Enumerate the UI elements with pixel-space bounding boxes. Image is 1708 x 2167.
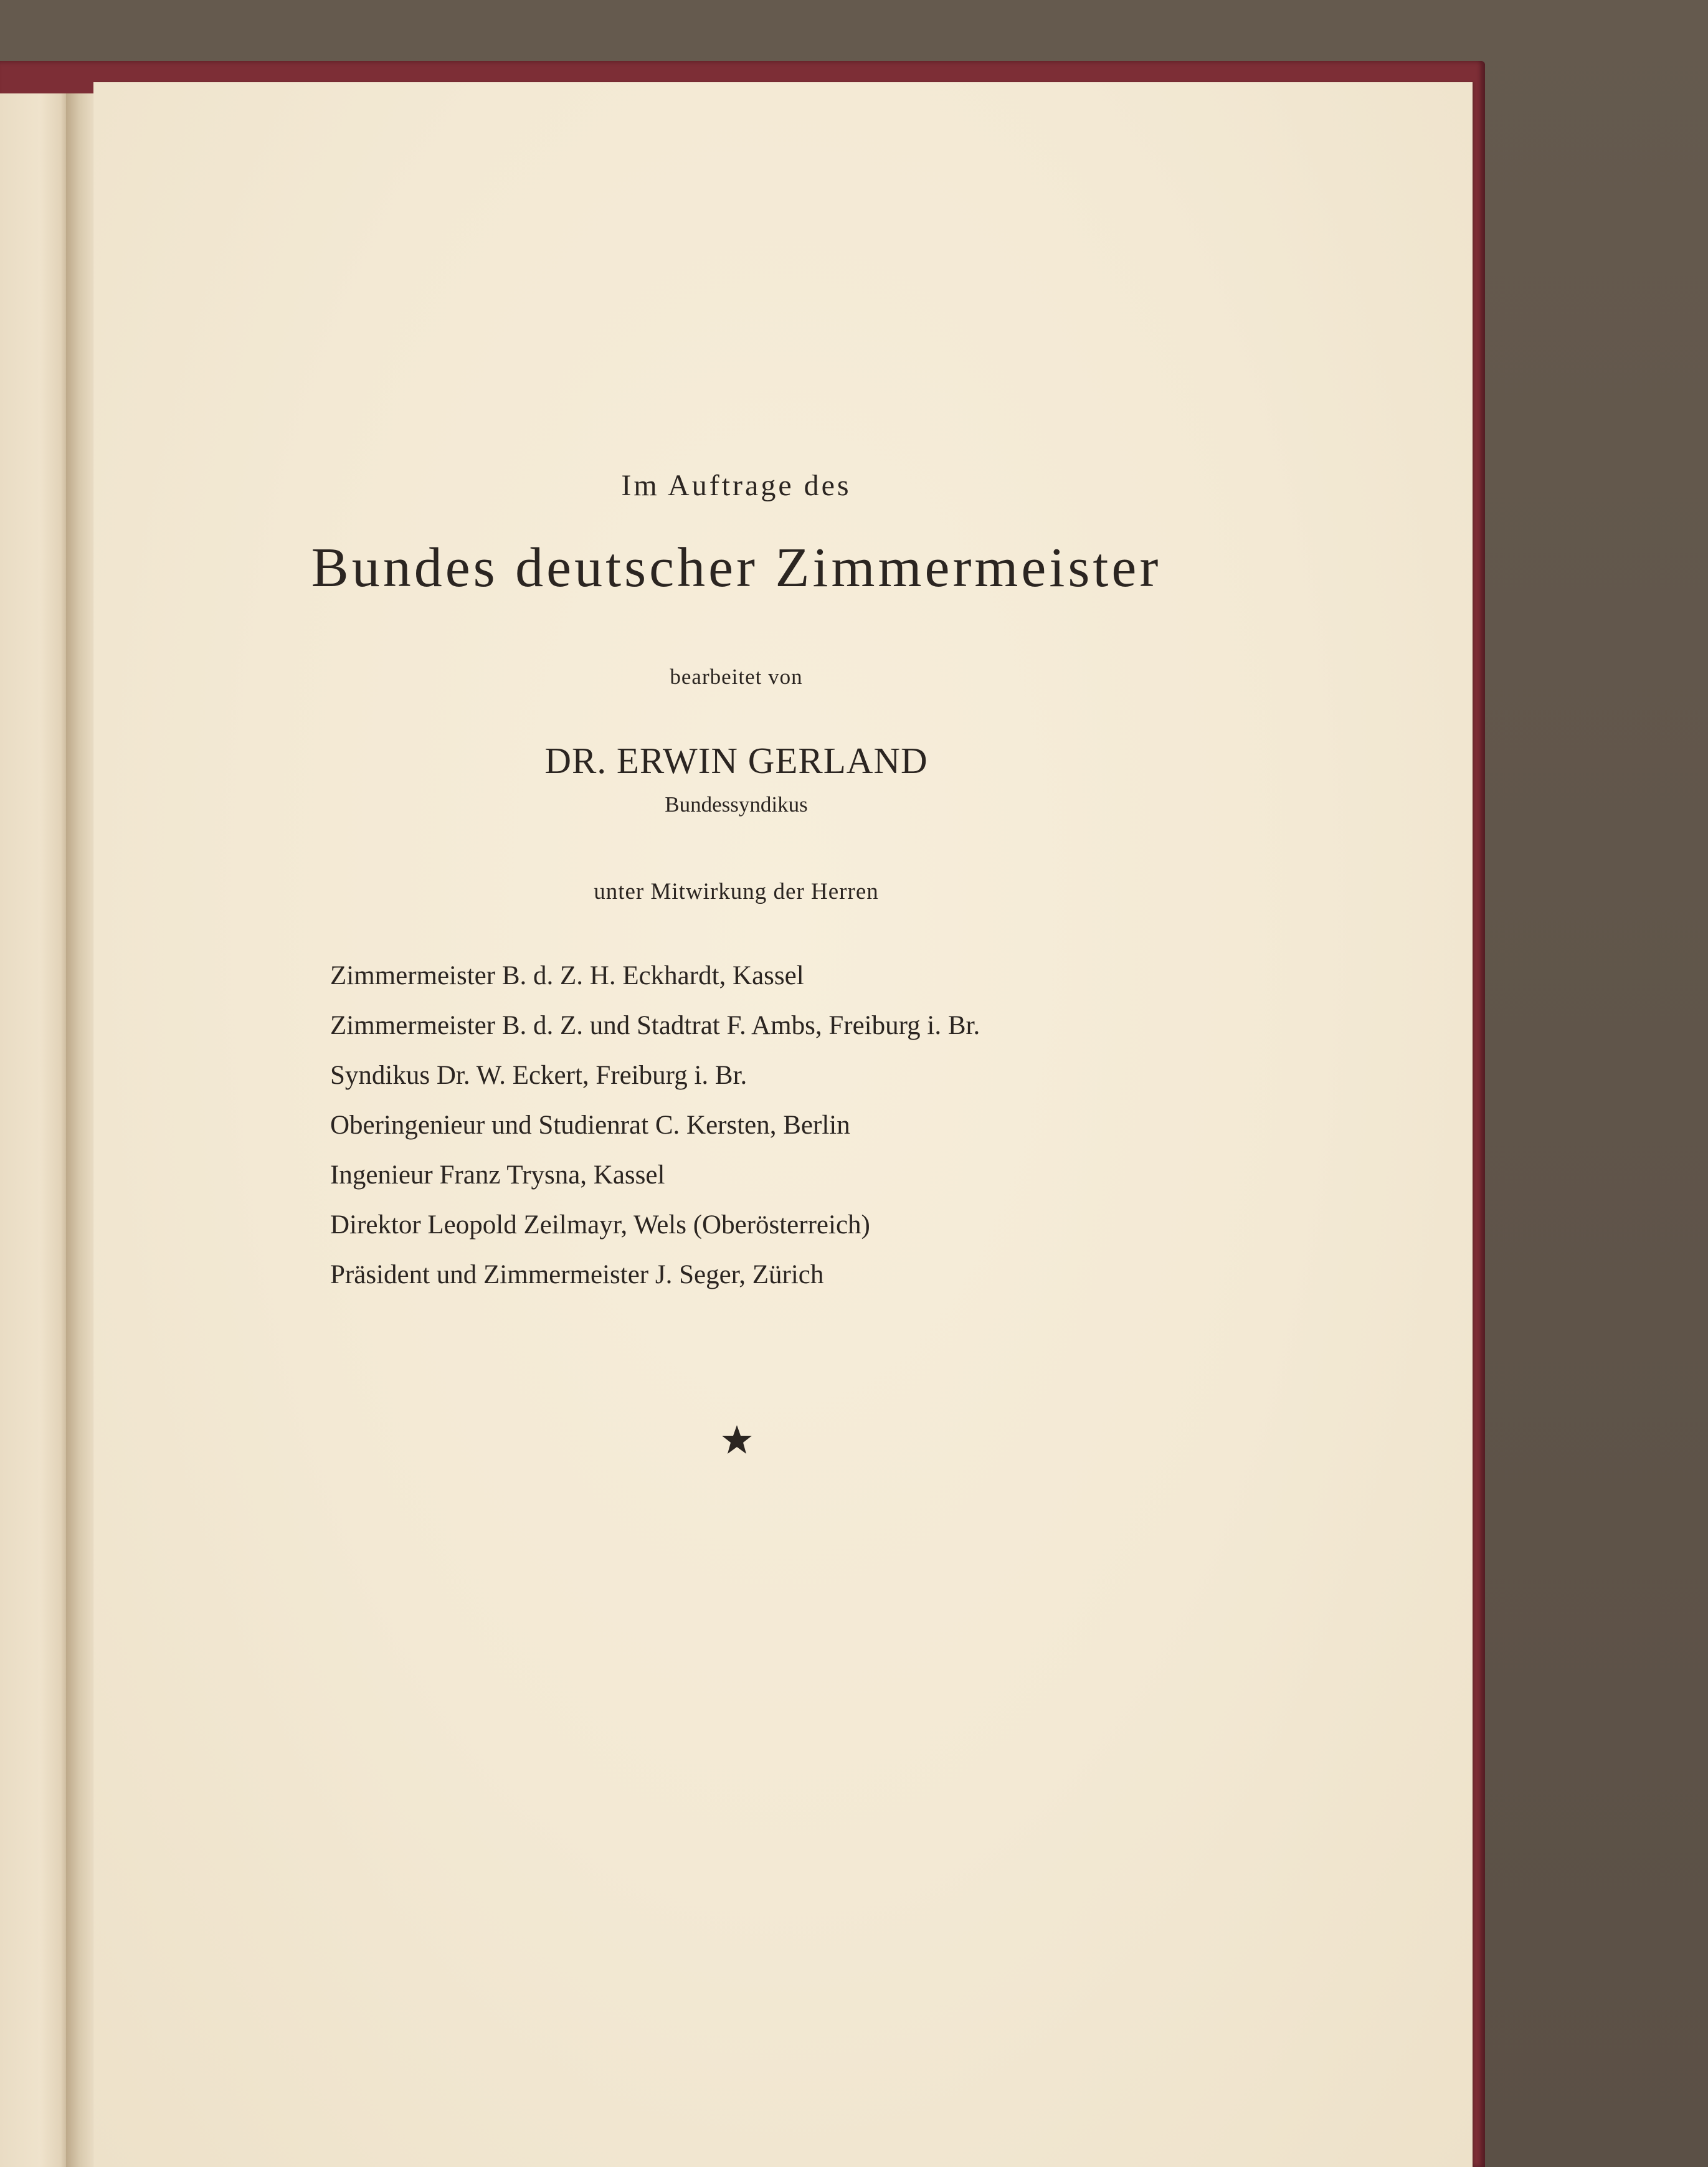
organization-title: Bundes deutscher Zimmermeister xyxy=(311,537,1162,599)
author-role: Bundessyndikus xyxy=(665,792,808,817)
title-page-content xyxy=(93,82,1473,2167)
contributor-entry: Direktor Leopold Zeilmayr, Wels (Oberösterreich) xyxy=(330,1210,870,1240)
star-ornament-icon xyxy=(718,1421,756,1459)
contributor-entry: Zimmermeister B. d. Z. H. Eckhardt, Kassel xyxy=(330,961,804,990)
contributor-entry: Oberingenieur und Studienrat C. Kersten, Berlin xyxy=(330,1111,850,1140)
commission-line: Im Auftrage des xyxy=(621,469,852,502)
contributor-entry: Zimmermeister B. d. Z. und Stadtrat F. Ambs, Freiburg i. Br. xyxy=(330,1011,980,1040)
left-page-edge xyxy=(0,93,67,2167)
contributor-entry: Ingenieur Franz Trysna, Kassel xyxy=(330,1160,665,1190)
author-name: DR. ERWIN GERLAND xyxy=(544,740,928,781)
contributor-entry: Präsident und Zimmermeister J. Seger, Zürich xyxy=(330,1260,824,1289)
edited-by-line: bearbeitet von xyxy=(670,665,803,689)
contributor-list xyxy=(330,951,980,1300)
contributor-entry: Syndikus Dr. W. Eckert, Freiburg i. Br. xyxy=(330,1061,747,1090)
book-gutter xyxy=(66,93,96,2167)
collaboration-line: unter Mitwirkung der Herren xyxy=(594,879,879,904)
